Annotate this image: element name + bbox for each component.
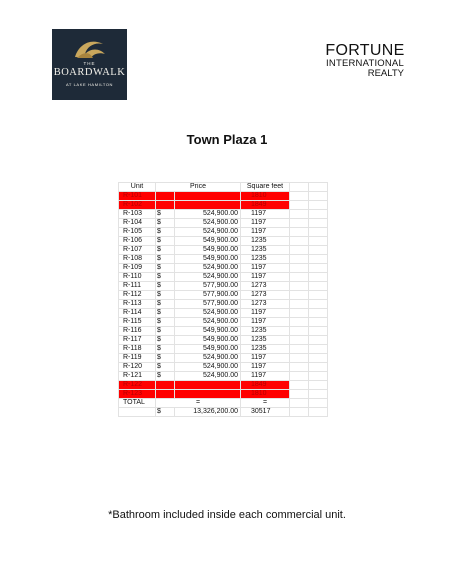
- dollar-cell: $: [156, 237, 175, 246]
- unit-cell: R-123: [119, 390, 156, 399]
- bathroom-note: *Bathroom included inside each commercial unit.: [108, 509, 346, 521]
- table-row: [119, 300, 328, 309]
- unit-cell: R-105: [119, 228, 156, 237]
- unit-cell: R-103: [119, 210, 156, 219]
- page-title: Town Plaza 1: [186, 132, 268, 147]
- table-row: [119, 390, 328, 399]
- price-cell: 549,900.00: [175, 237, 241, 246]
- price-cell: 524,900.00: [175, 372, 241, 381]
- unit-cell: R-114: [119, 309, 156, 318]
- sqft-cell: 1197: [241, 264, 290, 273]
- dollar-cell: $: [156, 273, 175, 282]
- sqft-cell: 1197: [241, 318, 290, 327]
- dollar-cell: $: [156, 300, 175, 309]
- table-row: [119, 345, 328, 354]
- unit-cell: R-118: [119, 345, 156, 354]
- header-row: [119, 183, 328, 192]
- total-row: [119, 399, 328, 408]
- dollar-cell: $: [156, 336, 175, 345]
- unit-cell: R-102: [119, 201, 156, 210]
- dollar-cell: $: [156, 264, 175, 273]
- price-cell: 524,900.00: [175, 363, 241, 372]
- unit-cell: R-120: [119, 363, 156, 372]
- sqft-cell: 1197: [241, 210, 290, 219]
- dollar-cell: [156, 192, 175, 201]
- sqft-cell: 1197: [241, 228, 290, 237]
- table-row: [119, 381, 328, 390]
- unit-cell: R-106: [119, 237, 156, 246]
- sqft-cell: 1235: [241, 237, 290, 246]
- table-row: [119, 255, 328, 264]
- sqft-cell: 1273: [241, 300, 290, 309]
- total-sqft-eq: =: [241, 399, 290, 408]
- table-row: [119, 246, 328, 255]
- unit-cell: R-107: [119, 246, 156, 255]
- price-cell: 577,900.00: [175, 300, 241, 309]
- sqft-cell: 1810: [241, 192, 290, 201]
- sqft-cell: 1273: [241, 291, 290, 300]
- table-row: [119, 327, 328, 336]
- price-cell: 524,900.00: [175, 264, 241, 273]
- table-row: [119, 354, 328, 363]
- logo-boardwalk: BOARDWALK: [53, 67, 126, 78]
- price-cell: 549,900.00: [175, 345, 241, 354]
- dollar-cell: $: [156, 345, 175, 354]
- header-sqft: Square feet: [241, 183, 290, 192]
- sqft-cell: 1197: [241, 363, 290, 372]
- dollar-cell: $: [156, 309, 175, 318]
- table-row: [119, 219, 328, 228]
- sqft-cell: 1235: [241, 345, 290, 354]
- table-row: [119, 192, 328, 201]
- dollar-cell: [156, 201, 175, 210]
- logo-subtitle: AT LAKE HAMILTON: [65, 82, 114, 87]
- price-cell: 577,900.00: [175, 282, 241, 291]
- price-cell: 549,900.00: [175, 246, 241, 255]
- logo-realty: REALTY: [367, 68, 404, 79]
- table-row: [119, 237, 328, 246]
- dollar-cell: $: [156, 228, 175, 237]
- total-label: TOTAL: [119, 399, 156, 408]
- sqft-cell: 1810: [241, 390, 290, 399]
- sum-dollar: $: [156, 408, 175, 417]
- sqft-cell: 1197: [241, 354, 290, 363]
- unit-cell: R-108: [119, 255, 156, 264]
- dollar-cell: $: [156, 327, 175, 336]
- sqft-cell: 1235: [241, 336, 290, 345]
- table-row: [119, 291, 328, 300]
- unit-cell: R-111: [119, 282, 156, 291]
- dollar-cell: $: [156, 255, 175, 264]
- dollar-cell: $: [156, 363, 175, 372]
- price-cell: 524,900.00: [175, 273, 241, 282]
- unit-cell: R-119: [119, 354, 156, 363]
- dollar-cell: $: [156, 219, 175, 228]
- fortune-logo: [322, 43, 408, 79]
- logo-the: THE: [83, 61, 96, 66]
- table-row: [119, 273, 328, 282]
- boardwalk-logo: [52, 29, 127, 100]
- table-row: [119, 228, 328, 237]
- unit-cell: R-101: [119, 192, 156, 201]
- unit-cell: R-115: [119, 318, 156, 327]
- dollar-cell: $: [156, 318, 175, 327]
- table-row: [119, 336, 328, 345]
- sqft-cell: 1235: [241, 246, 290, 255]
- unit-cell: R-112: [119, 291, 156, 300]
- unit-cell: R-113: [119, 300, 156, 309]
- table-row: [119, 264, 328, 273]
- price-cell: 549,900.00: [175, 327, 241, 336]
- sqft-cell: 1273: [241, 282, 290, 291]
- table-row: [119, 363, 328, 372]
- dollar-cell: $: [156, 354, 175, 363]
- dollar-cell: $: [156, 291, 175, 300]
- sqft-cell: 1197: [241, 219, 290, 228]
- logo-international: INTERNATIONAL: [326, 58, 404, 69]
- sqft-cell: 1197: [241, 309, 290, 318]
- unit-cell: R-121: [119, 372, 156, 381]
- dollar-cell: [156, 390, 175, 399]
- price-cell: 524,900.00: [175, 318, 241, 327]
- price-cell: [175, 192, 241, 201]
- table-row: [119, 318, 328, 327]
- header-unit: Unit: [119, 183, 156, 192]
- table-row: [119, 282, 328, 291]
- sum-price: 13,326,200.00: [175, 408, 241, 417]
- sqft-cell: 1849: [241, 381, 290, 390]
- wave-icon: [73, 36, 107, 60]
- table-row: [119, 201, 328, 210]
- price-cell: [175, 390, 241, 399]
- table-row: [119, 309, 328, 318]
- price-cell: 549,900.00: [175, 255, 241, 264]
- unit-cell: R-104: [119, 219, 156, 228]
- sqft-cell: 1197: [241, 372, 290, 381]
- price-cell: 524,900.00: [175, 354, 241, 363]
- table-row: [119, 372, 328, 381]
- unit-cell: R-122: [119, 381, 156, 390]
- sqft-cell: 1235: [241, 327, 290, 336]
- price-cell: 549,900.00: [175, 336, 241, 345]
- price-cell: [175, 201, 241, 210]
- sqft-cell: 1849: [241, 201, 290, 210]
- price-table: [118, 182, 328, 417]
- unit-cell: R-109: [119, 264, 156, 273]
- dollar-cell: $: [156, 246, 175, 255]
- dollar-cell: [156, 381, 175, 390]
- unit-cell: R-110: [119, 273, 156, 282]
- sqft-cell: 1235: [241, 255, 290, 264]
- dollar-cell: $: [156, 372, 175, 381]
- price-cell: 524,900.00: [175, 219, 241, 228]
- price-cell: 524,900.00: [175, 228, 241, 237]
- unit-cell: R-117: [119, 336, 156, 345]
- price-cell: [175, 381, 241, 390]
- dollar-cell: $: [156, 210, 175, 219]
- sum-sqft: 30517: [241, 408, 290, 417]
- total-price-eq: =: [156, 399, 241, 408]
- logo-fortune: FORTUNE: [325, 42, 405, 59]
- table-row: [119, 210, 328, 219]
- unit-cell: R-116: [119, 327, 156, 336]
- header-price: Price: [156, 183, 241, 192]
- dollar-cell: $: [156, 282, 175, 291]
- price-cell: 577,900.00: [175, 291, 241, 300]
- price-cell: 524,900.00: [175, 309, 241, 318]
- sum-row: [119, 408, 328, 417]
- sqft-cell: 1197: [241, 273, 290, 282]
- price-cell: 524,900.00: [175, 210, 241, 219]
